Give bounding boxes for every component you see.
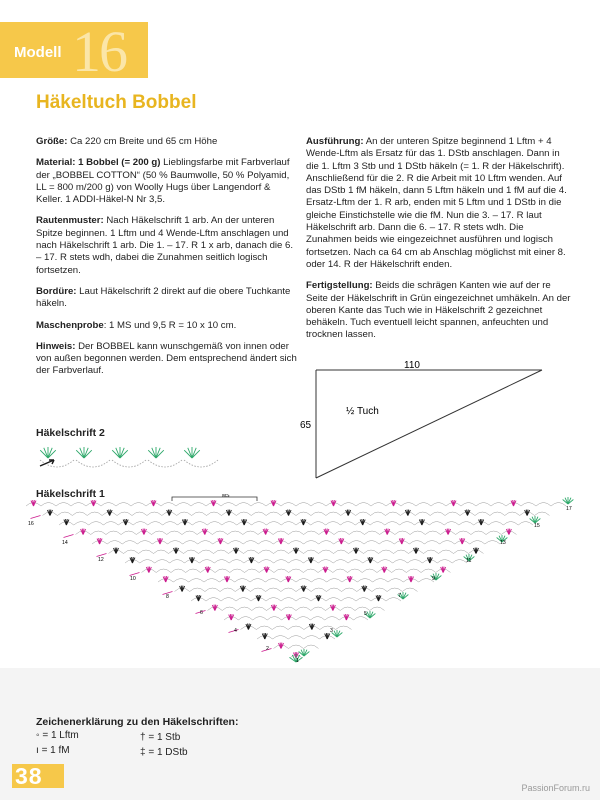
chain-arc xyxy=(243,531,258,535)
chain-arc xyxy=(320,626,336,630)
chain-arc xyxy=(133,522,148,526)
row-number: 17 xyxy=(566,506,572,512)
chain-arc xyxy=(485,541,500,545)
chain-arc xyxy=(176,503,191,507)
chain-arc xyxy=(379,541,394,545)
chain-arc xyxy=(251,503,266,507)
chain-arc xyxy=(272,626,288,630)
chain-arc xyxy=(250,579,265,583)
chain-arc xyxy=(182,531,197,535)
legend-text: = 1 Lftm xyxy=(42,730,79,741)
chain-arc xyxy=(122,541,137,545)
chain-arc xyxy=(156,569,171,573)
chain-arc xyxy=(244,550,259,554)
legend-item-ch xyxy=(36,730,79,741)
chain-arc xyxy=(296,579,311,583)
chain-arc xyxy=(171,569,186,573)
dc-symbol-icon: † xyxy=(140,732,146,743)
chain-arc xyxy=(273,531,288,535)
chain-arc xyxy=(319,550,334,554)
chain-arc xyxy=(243,541,258,545)
chain-arc xyxy=(168,541,183,545)
chain-arc xyxy=(236,598,251,602)
chain-arc xyxy=(163,522,178,526)
chain-arc xyxy=(395,531,410,535)
chain-arc xyxy=(273,636,289,640)
chain-arc xyxy=(124,550,139,554)
edge-arrow xyxy=(64,535,74,538)
chain-arc xyxy=(476,503,491,507)
chain-arc xyxy=(238,617,252,621)
chain-arc xyxy=(207,522,222,526)
legend-text: = 1 DStb xyxy=(148,747,188,758)
chain-arc xyxy=(304,531,319,535)
chain-arc xyxy=(349,541,364,545)
chain-arc xyxy=(342,588,357,592)
chain-arc xyxy=(445,512,460,516)
chain-arc xyxy=(410,531,425,535)
chain-arc xyxy=(385,512,400,516)
chain-arc xyxy=(334,531,349,535)
chain-arc xyxy=(139,550,154,554)
chain-arc xyxy=(429,522,444,526)
chain-arc xyxy=(289,569,304,573)
chain-arc xyxy=(393,560,408,564)
row-number: 10 xyxy=(130,576,136,582)
chain-arc xyxy=(221,598,236,602)
chain-arc xyxy=(205,588,220,592)
row-number: 9 xyxy=(432,576,435,582)
chain-arc xyxy=(41,503,56,507)
chain-arc xyxy=(373,579,388,583)
chain-arc xyxy=(267,617,281,621)
chain-arc xyxy=(147,512,162,516)
chain-arc xyxy=(311,522,326,526)
chain-arc xyxy=(256,626,272,630)
chain-arc xyxy=(56,503,71,507)
chain-arc xyxy=(456,531,471,535)
chain-arc xyxy=(440,541,455,545)
chain-arc xyxy=(154,550,169,554)
chain-arc xyxy=(454,550,469,554)
chain-arc xyxy=(212,531,227,535)
chain-arc xyxy=(236,503,251,507)
chain-arc xyxy=(266,598,281,602)
chain-arc xyxy=(167,531,182,535)
chain-arc xyxy=(326,598,341,602)
paragraph-execution: Ausführung: An der unteren Spitze beginnend 1 Lftm + 4 Wende-Lftm als Ersatz für das 1. DStb anschlagen. Dann in die 1. Lftm 3 Stb und 1 DStb häkeln (= 1. R der Häkelschrift). Anschließend für die 2. R die Arbeit mit 10 Lftm wenden. Auf das DStb 1 fM häkeln, dann 5 Lftm häkeln und 1 fM auf die 4. Ersatz-Lftm der 1. R arb, enden mit 5 Lftm und 1 DStb in die gleiche Einstichstelle wie die fM. Nun die 3. – 17. R laut Häkelschrift arb. Dann die 6. – 17. R stets wdh. Die Zunahmen beids wie eingezeichnet ausführen und logisch fortsetzen. Nach ca 64 cm ab Anschlag möglichst mit einer 8. oder 14. R der Häkelschrift enden. xyxy=(306,136,567,270)
paragraph-material: Material: 1 Bobbel (= 200 g) Lieblingsfarbe mit Farbverlauf der „BOBBEL COTTON“ (50 % Baumwolle, 50 % Polyamid, LL = 800 m/200 g) von Woolly Hugs über Langendorf & Keller. 1 ADDI-Häkel-N Nr 3,5. xyxy=(36,157,290,206)
chain-arc xyxy=(259,560,274,564)
chain-arc xyxy=(265,579,280,583)
chain-arc xyxy=(57,512,72,516)
chain-arc xyxy=(173,579,188,583)
sc-symbol-icon: ı xyxy=(36,745,39,756)
chain-arc xyxy=(319,541,334,545)
chain-arc xyxy=(333,560,348,564)
chain-arc xyxy=(252,522,267,526)
chain-arc xyxy=(341,503,356,507)
chain-arc xyxy=(362,569,377,573)
chain-arc xyxy=(183,541,198,545)
chain-arc xyxy=(355,607,370,611)
chain-arc xyxy=(431,503,446,507)
chain-arc xyxy=(327,579,342,583)
chain-arc xyxy=(148,522,163,526)
chain-arc xyxy=(91,531,106,535)
chain-arc xyxy=(489,522,504,526)
chart1-diagram xyxy=(14,494,586,666)
chain-arc xyxy=(103,522,118,526)
chain-arc xyxy=(356,512,371,516)
chain-arc xyxy=(189,579,204,583)
chain-arc xyxy=(340,607,355,611)
legend-title: Zeichenerklärung zu den Häkelschriften: xyxy=(36,716,239,728)
ms-label: MS xyxy=(222,494,230,499)
chain-arc xyxy=(152,531,167,535)
chain-arc xyxy=(288,531,303,535)
chain-arc xyxy=(274,550,289,554)
chain-arc xyxy=(340,522,355,526)
chain-arc xyxy=(392,569,407,573)
site-watermark: PassionForum.ru xyxy=(521,783,590,793)
chain-arc xyxy=(101,503,116,507)
chain-symbol-icon: ◦ xyxy=(36,730,40,741)
chain-arc xyxy=(536,503,551,507)
chain-arc xyxy=(71,503,86,507)
chain-arc xyxy=(112,460,146,467)
chain-arc xyxy=(87,512,102,516)
chain-arc xyxy=(387,588,402,592)
chain-arc xyxy=(236,512,251,516)
chain-arc xyxy=(310,617,324,621)
legend-text: = 1 Stb xyxy=(148,732,181,743)
row-number: 3 xyxy=(330,628,333,634)
chain-arc xyxy=(304,645,319,649)
chain-arc xyxy=(348,569,363,573)
chain-arc xyxy=(250,588,265,592)
legend-item-sc xyxy=(36,745,70,756)
chain-arc xyxy=(470,541,485,545)
chain-arc xyxy=(486,531,501,535)
chain-arc xyxy=(192,522,207,526)
chain-arc xyxy=(89,522,104,526)
chain-arc xyxy=(259,550,274,554)
chain-arc xyxy=(107,541,122,545)
edge-arrow xyxy=(31,516,41,519)
chain-arc xyxy=(266,512,281,516)
schematic-height: 65 xyxy=(300,420,312,431)
chain-arc xyxy=(452,560,467,564)
chain-arc xyxy=(364,541,379,545)
page-title: Häkeltuch Bobbel xyxy=(36,92,197,113)
chain-arc xyxy=(229,560,244,564)
chain-arc xyxy=(198,541,213,545)
chain-arc xyxy=(155,560,170,564)
chain-arc xyxy=(326,512,341,516)
chart2-diagram xyxy=(34,440,234,476)
chain-arc xyxy=(296,512,311,516)
chart2-label: Häkelschrift 2 xyxy=(36,427,105,439)
chain-arc xyxy=(132,512,147,516)
chain-arc xyxy=(186,569,201,573)
chain-arc xyxy=(215,569,230,573)
chain-arc xyxy=(296,617,310,621)
chain-arc xyxy=(190,588,205,592)
right-text-column xyxy=(306,136,572,351)
chain-arc xyxy=(401,503,416,507)
chain-arc xyxy=(408,560,423,564)
chain-arc xyxy=(258,541,273,545)
chain-arc xyxy=(326,522,341,526)
chain-arc xyxy=(341,598,356,602)
chain-arc xyxy=(424,541,439,545)
chain-arc xyxy=(281,598,296,602)
row-number: 5 xyxy=(364,611,367,617)
chain-arc xyxy=(74,522,89,526)
chain-arc xyxy=(214,560,229,564)
chain-arc xyxy=(121,531,136,535)
chain-arc xyxy=(372,588,387,592)
chain-arc xyxy=(288,626,304,630)
chain-arc xyxy=(252,607,267,611)
chain-arc xyxy=(311,588,326,592)
chain-arc xyxy=(281,503,296,507)
chain-arc xyxy=(394,550,409,554)
chain-arc xyxy=(385,522,400,526)
row-number: 13 xyxy=(500,540,506,546)
chain-arc xyxy=(461,503,476,507)
chain-arc xyxy=(281,607,296,611)
chain-arc xyxy=(117,512,132,516)
paragraph-gauge: Maschenprobe: 1 MS und 9,5 R = 10 x 10 cm. xyxy=(36,319,237,331)
chain-arc xyxy=(228,531,243,535)
chain-arc xyxy=(437,560,452,564)
row-number: 1 xyxy=(296,658,299,664)
chain-arc xyxy=(304,636,320,640)
row-number: 16 xyxy=(28,521,34,527)
chain-arc xyxy=(72,512,87,516)
chain-arc xyxy=(424,550,439,554)
chain-arc xyxy=(471,531,486,535)
chain-arc xyxy=(402,588,417,592)
chain-arc xyxy=(253,617,267,621)
chain-arc xyxy=(281,588,296,592)
chain-arc xyxy=(356,598,371,602)
chain-arc xyxy=(311,579,326,583)
chain-arc xyxy=(161,503,176,507)
chain-arc xyxy=(388,579,403,583)
legend-item-dc xyxy=(140,732,180,743)
chain-arc xyxy=(289,560,304,564)
chain-arc xyxy=(303,569,318,573)
chain-arc xyxy=(505,512,520,516)
row-number: 6 xyxy=(200,610,203,616)
chain-arc xyxy=(288,636,304,640)
row-number: 7 xyxy=(398,593,401,599)
chain-arc xyxy=(184,460,218,467)
chain-arc xyxy=(237,607,252,611)
chain-arc xyxy=(439,550,454,554)
chain-arc xyxy=(425,531,440,535)
chain-arc xyxy=(416,503,431,507)
chain-arc xyxy=(370,522,385,526)
paragraph-border: Bordüre: Laut Häkelschrift 2 direkt auf die obere Tuchkante häkeln. xyxy=(36,285,291,310)
chain-arc xyxy=(326,588,341,592)
chain-arc xyxy=(503,522,518,526)
row-number: 4 xyxy=(234,628,237,634)
row-number: 2 xyxy=(266,646,269,652)
chart1-label: Häkelschrift 1 xyxy=(36,488,105,500)
chain-arc xyxy=(364,550,379,554)
chain-arc xyxy=(490,512,505,516)
chain-arc xyxy=(318,560,333,564)
chain-arc xyxy=(222,607,237,611)
chain-arc xyxy=(409,541,424,545)
modell-number: 16 xyxy=(72,19,126,84)
chain-arc xyxy=(311,503,326,507)
chain-arc xyxy=(357,579,372,583)
row-number: 15 xyxy=(534,523,540,529)
chain-arc xyxy=(296,607,311,611)
chain-arc xyxy=(348,560,363,564)
chain-arc xyxy=(230,569,245,573)
legend-text: = 1 fM xyxy=(41,745,70,756)
chain-arc xyxy=(349,531,364,535)
chain-arc xyxy=(364,531,379,535)
chain-arc xyxy=(304,541,319,545)
chain-arc xyxy=(137,541,152,545)
chain-arc xyxy=(204,579,219,583)
paragraph-size: Größe: Ca 220 cm Breite und 65 cm Höhe xyxy=(36,136,218,147)
chain-arc xyxy=(199,550,214,554)
chain-arc xyxy=(274,569,289,573)
chain-arc xyxy=(459,522,474,526)
modell-label: Modell xyxy=(14,44,62,61)
chain-arc xyxy=(370,607,385,611)
chain-arc xyxy=(199,560,214,564)
chain-arc xyxy=(551,503,566,507)
chain-arc xyxy=(535,512,550,516)
chain-arc xyxy=(371,512,386,516)
chain-arc xyxy=(106,531,121,535)
chain-arc xyxy=(521,503,536,507)
chain-arc xyxy=(228,541,243,545)
chain-arc xyxy=(491,503,506,507)
tr-symbol-icon: ‡ xyxy=(140,747,146,758)
chain-arc xyxy=(177,512,192,516)
chain-arc xyxy=(251,512,266,516)
chain-arc xyxy=(415,512,430,516)
chain-arc xyxy=(140,560,155,564)
chain-arc xyxy=(131,503,146,507)
chain-arc xyxy=(333,569,348,573)
chain-arc xyxy=(421,569,436,573)
chain-arc xyxy=(334,550,349,554)
chain-arc xyxy=(207,512,222,516)
chain-arc xyxy=(304,550,319,554)
row-number: 14 xyxy=(62,540,68,546)
chain-arc xyxy=(116,503,131,507)
row-number: 8 xyxy=(166,594,169,600)
chain-arc xyxy=(311,607,326,611)
chain-arc xyxy=(220,588,235,592)
shawl-schematic xyxy=(298,358,558,488)
chain-arc xyxy=(356,503,371,507)
row-number: 11 xyxy=(466,558,472,564)
chain-arc xyxy=(379,550,394,554)
chain-arc xyxy=(444,522,459,526)
chain-arc xyxy=(518,522,533,526)
chain-arc xyxy=(170,560,185,564)
chain-arc xyxy=(184,550,199,554)
chain-arc xyxy=(245,569,260,573)
chain-arc xyxy=(274,560,289,564)
chain-arc xyxy=(400,522,415,526)
chain-arc xyxy=(288,541,303,545)
left-text-column xyxy=(36,136,298,387)
page-number: 38 xyxy=(15,763,43,789)
chain-arc xyxy=(191,503,206,507)
chain-arc xyxy=(222,522,237,526)
chain-arc xyxy=(296,598,311,602)
chain-arc xyxy=(192,512,207,516)
legend-item-tr xyxy=(140,747,188,758)
chain-arc xyxy=(475,512,490,516)
chain-arc xyxy=(235,579,250,583)
legend-band xyxy=(0,668,600,800)
chain-arc xyxy=(325,617,339,621)
paragraph-note: Hinweis: Der BOBBEL kann wunschgemäß von innen oder von außen begonnen werden. Dem entsprechend ändert sich der Farbverlauf. xyxy=(36,340,297,377)
chain-arc xyxy=(206,598,221,602)
chain-arc xyxy=(336,626,352,630)
paragraph-pattern: Rautenmuster: Nach Häkelschrift 1 arb. An der unteren Spitze beginnen. 1 Lftm und 4 Wende-Lftm anschlagen und nach Häkelschrift 1 arb. Die 1. – 17. R 1 x arb, danach die 6. – 17. R stets wdh, dabei die Zunahmen seitlich logisch fortsetzen. xyxy=(36,215,294,276)
chain-arc xyxy=(221,503,236,507)
chain-arc xyxy=(148,460,182,467)
chain-arc xyxy=(354,617,368,621)
chain-arc xyxy=(430,512,445,516)
chain-arc xyxy=(406,569,421,573)
chain-arc xyxy=(289,645,304,649)
chain-arc xyxy=(371,503,386,507)
chain-arc xyxy=(76,460,110,467)
chain-arc xyxy=(296,503,311,507)
chain-arc xyxy=(311,512,326,516)
chain-arc xyxy=(281,522,296,526)
schematic-label: ½ Tuch xyxy=(346,406,379,417)
chain-arc xyxy=(378,560,393,564)
schematic-width: 110 xyxy=(404,360,420,371)
paragraph-finishing: Fertigstellung: Beids die schrägen Kanten wie auf der re Seite der Häkelschrift in Grün eingezeichnet umhäkeln. An der oberen Kante das Tuch wie in Häkelschrift 2 gezeichnet behäkeln. Tuch eventuell leicht spannen, anfeuchten und trocknen lassen. xyxy=(306,280,571,341)
chain-arc xyxy=(266,522,281,526)
chain-arc xyxy=(214,550,229,554)
chain-arc xyxy=(266,588,281,592)
row-number: 12 xyxy=(98,557,104,563)
